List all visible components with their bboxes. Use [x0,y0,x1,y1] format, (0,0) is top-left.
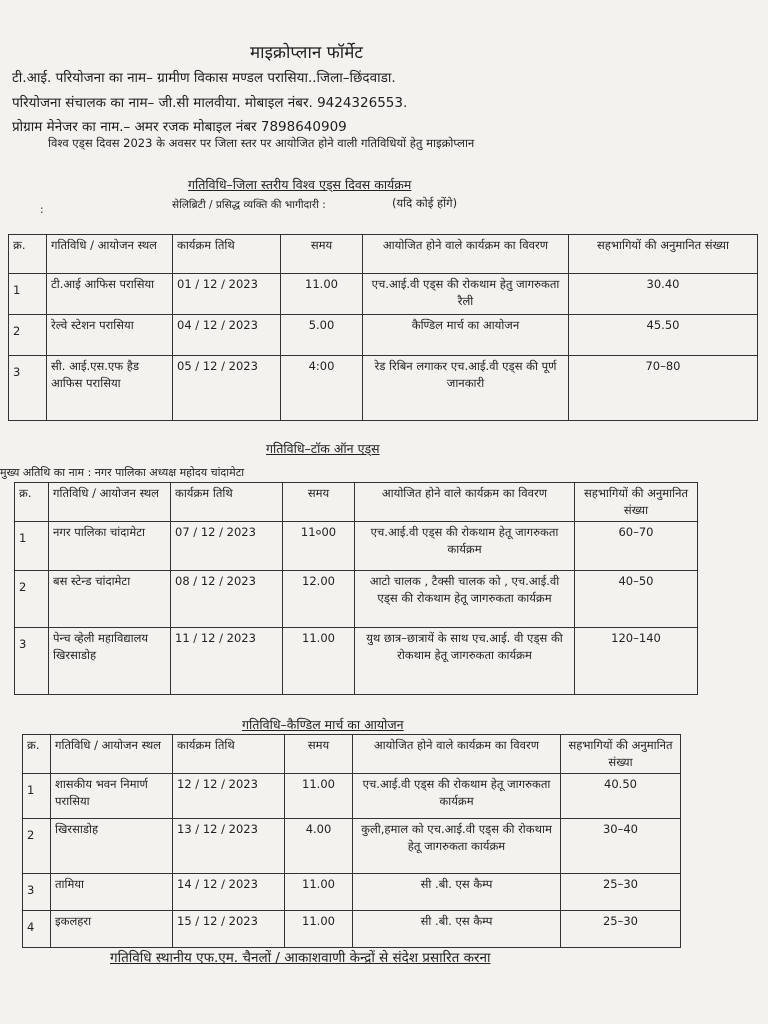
cell-count: 30.40 [569,274,758,315]
cell-sn: 1 [15,522,49,571]
column-header: सहभागियों की अनुमानित संख्या [575,483,698,522]
director-line: परियोजना संचालक का नाम– जी.सी मालवीया. मोबाइल नंबर. 9424326553. [12,95,408,111]
cell-date: 15 / 12 / 2023 [173,911,285,948]
cell-count: 45.50 [569,315,758,356]
cell-place: टी.आई आफिस परासिया [47,274,173,315]
cell-time: 11.00 [285,911,353,948]
column-header: आयोजित होने वाले कार्यक्रम का विवरण [355,483,575,522]
cell-count: 25–30 [561,874,681,911]
column-header: समय [283,483,355,522]
column-header: सहभागियों की अनुमानित संख्या [569,235,758,274]
table-row [15,522,698,571]
section2-heading: गतिविधि–टॉक ऑन एड्स [266,441,380,456]
cell-desc: कैण्डिल मार्च का आयोजन [363,315,569,356]
cell-date: 12 / 12 / 2023 [173,774,285,819]
cell-time: 11०00 [283,522,355,571]
cell-sn: 2 [9,315,47,356]
section1-table [8,234,758,421]
section1-heading: गतिविधि–जिला स्तरीय विश्व एड्स दिवस कार्यक्रम [188,177,412,192]
cell-desc: सी .बी. एस कैम्प [353,911,561,948]
cell-place: पेन्च व्हेली महाविद्यालय खिरसाडोह [49,628,171,695]
cell-time: 4:00 [281,356,363,421]
cell-desc: आटो चालक , टैक्सी चालक को , एच.आई.वी एड्स की रोकथाम हेतू जागरुकता कार्यक्रम [355,571,575,628]
table-row [15,571,698,628]
column-header: समय [281,235,363,274]
cell-desc: रेड रिबिन लगाकर एच.आई.वी एड्स की पूर्ण जानकारी [363,356,569,421]
page-title: माइक्रोप्लान फॉर्मेट [250,43,363,63]
column-header: गतिविधि / आयोजन स्थल [47,235,173,274]
cell-sn: 4 [23,911,51,948]
cell-count: 70–80 [569,356,758,421]
cell-time: 11.00 [285,774,353,819]
column-header: क्र. [9,235,47,274]
section2-table [14,482,698,695]
cell-date: 07 / 12 / 2023 [171,522,283,571]
table-row [23,874,681,911]
column-header: क्र. [15,483,49,522]
cell-desc: एच.आई.वी एड्स की रोकथाम हेतू जागरुकता कार्यक्रम [355,522,575,571]
footer-heading: गतिविधि स्थानीय एफ.एम. चैनलों / आकाशवाणी केन्द्रों से संदेश प्रसारित करना [110,950,491,966]
manager-line: प्रोग्राम मेनेजर का नाम.– अमर रजक मोबाइल नंबर 7898640909 [12,119,347,135]
cell-count: 40.50 [561,774,681,819]
cell-desc: एच.आई.वी एड्स की रोकथाम हेतू जागरुकता कार्यक्रम [353,774,561,819]
column-header: कार्यक्रम तिथि [171,483,283,522]
cell-date: 01 / 12 / 2023 [173,274,281,315]
section3-table [22,734,681,948]
cell-place: बस स्टेन्ड चांदामेटा [49,571,171,628]
cell-date: 05 / 12 / 2023 [173,356,281,421]
table-row [9,274,758,315]
table-row [23,819,681,874]
celebrity-note: (यदि कोई होंगे) [392,196,458,210]
table-header-row [23,735,681,774]
cell-date: 13 / 12 / 2023 [173,819,285,874]
celebrity-label: सेलिब्रिटी / प्रसिद्ध व्यक्ति की भागीदारी : [172,199,326,211]
cell-place: रेल्वे स्टेशन परासिया [47,315,173,356]
table-header-row [15,483,698,522]
cell-count: 60–70 [575,522,698,571]
column-header: सहभागियों की अनुमानित संख्या [561,735,681,774]
cell-time: 12.00 [283,571,355,628]
cell-date: 08 / 12 / 2023 [171,571,283,628]
column-header: कार्यक्रम तिथि [173,735,285,774]
cell-time: 11.00 [283,628,355,695]
cell-sn: 3 [9,356,47,421]
cell-count: 120–140 [575,628,698,695]
column-header: क्र. [23,735,51,774]
cell-desc: युथ छात्र–छात्रायें के साथ एच.आई. वी एड्स की रोकथाम हेतू जागरुकता कार्यक्रम [355,628,575,695]
cell-sn: 2 [15,571,49,628]
cell-place: इकलहरा [51,911,173,948]
cell-desc: एच.आई.वी एड्स की रोकथाम हेतु जागरुकता रैली [363,274,569,315]
cell-sn: 3 [15,628,49,695]
section3-heading: गतिविधि–कैण्डिल मार्च का आयोजन [242,717,404,732]
cell-count: 40–50 [575,571,698,628]
column-header: गतिविधि / आयोजन स्थल [49,483,171,522]
column-header: आयोजित होने वाले कार्यक्रम का विवरण [363,235,569,274]
column-header: समय [285,735,353,774]
chief-guest-line: मुख्य अतिथि का नाम : नगर पालिका अध्यक्ष महोदय चांदामेटा [0,466,245,479]
cell-date: 14 / 12 / 2023 [173,874,285,911]
cell-count: 30–40 [561,819,681,874]
cell-sn: 2 [23,819,51,874]
table-header-row [9,235,758,274]
cell-desc: कुली,हमाल को एच.आई.वी एड्स की रोकथाम हेतू जागरुकता कार्यक्रम [353,819,561,874]
cell-time: 4.00 [285,819,353,874]
cell-place: तामिया [51,874,173,911]
table-row [9,356,758,421]
table-row [23,911,681,948]
cell-time: 5.00 [281,315,363,356]
section1-colon: : [40,204,44,216]
cell-sn: 1 [9,274,47,315]
cell-desc: सी .बी. एस कैम्प [353,874,561,911]
column-header: आयोजित होने वाले कार्यक्रम का विवरण [353,735,561,774]
column-header: गतिविधि / आयोजन स्थल [51,735,173,774]
cell-place: शासकीय भवन निमार्ण परासिया [51,774,173,819]
cell-date: 04 / 12 / 2023 [173,315,281,356]
table-row [9,315,758,356]
cell-date: 11 / 12 / 2023 [171,628,283,695]
project-name-line: टी.आई. परियोजना का नाम– ग्रामीण विकास मण्डल परासिया..जिला–छिंदवाडा. [12,70,396,86]
table-row [23,774,681,819]
column-header: कार्यक्रम तिथि [173,235,281,274]
cell-sn: 3 [23,874,51,911]
table-row [15,628,698,695]
intro-line: विश्व एड्स दिवस 2023 के अवसर पर जिला स्तर पर आयोजित होने वाली गतिविधियों हेतु माइक्रोप्लान [48,136,475,150]
cell-place: नगर पालिका चांदामेटा [49,522,171,571]
cell-count: 25–30 [561,911,681,948]
cell-sn: 1 [23,774,51,819]
cell-place: सी. आई.एस.एफ हैड आफिस परासिया [47,356,173,421]
cell-place: खिरसाडोह [51,819,173,874]
cell-time: 11.00 [285,874,353,911]
cell-time: 11.00 [281,274,363,315]
